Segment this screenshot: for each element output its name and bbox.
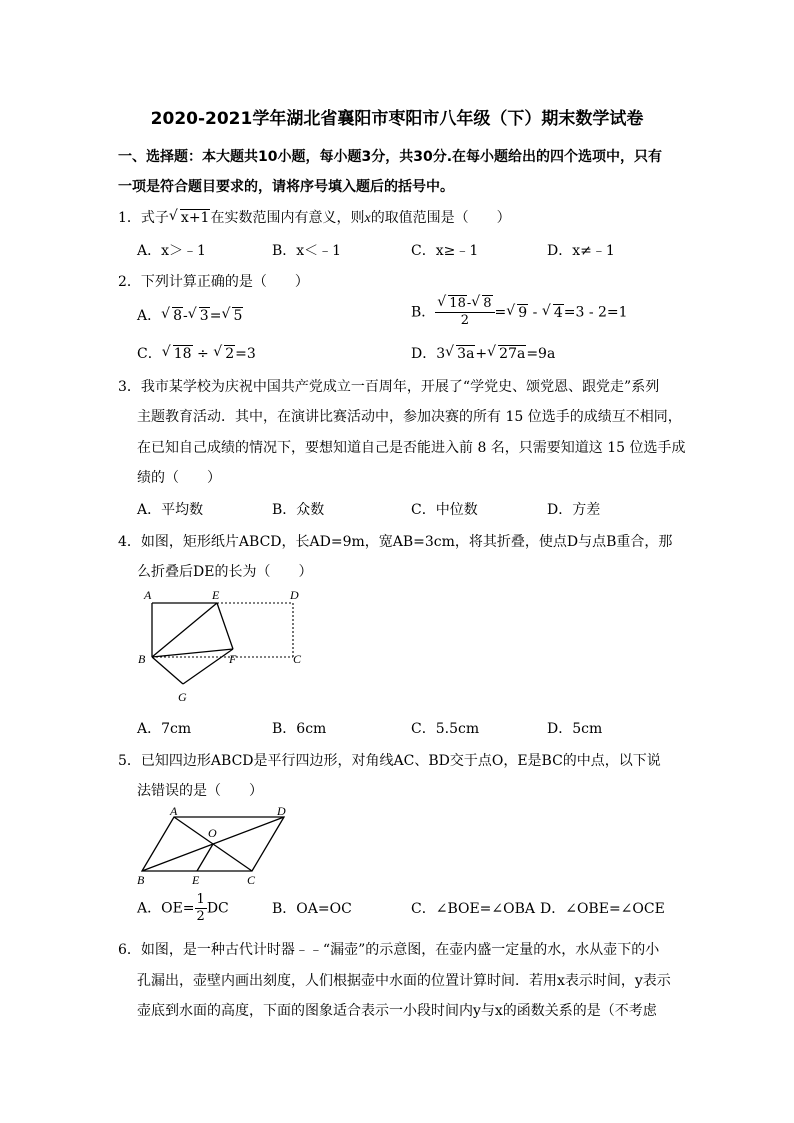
page-title: 2020-2021学年湖北省襄阳市枣阳市八年级（下）期末数学试卷 bbox=[150, 109, 644, 129]
q2-c-r2: 2 bbox=[225, 346, 235, 362]
q2-b-numerator bbox=[435, 296, 494, 313]
q2-a-rad2 bbox=[188, 308, 210, 324]
q2-b-rest2: =3 - 2=1 bbox=[563, 304, 628, 321]
section-heading-line1: 一、选择题：本大题共10小题，每小题3分，共30分.在每小题给出的四个选项中，只有 bbox=[118, 149, 663, 165]
q5-a-denominator: 2 bbox=[196, 909, 205, 924]
q4-option-c: C．5.5cm bbox=[411, 721, 480, 737]
q2-a-label: A． bbox=[137, 308, 162, 324]
q2-b-label: B． bbox=[411, 304, 436, 321]
q2-c-r1: 18 bbox=[173, 346, 192, 362]
q4-label-f: F bbox=[229, 652, 237, 666]
q2-d-r2: 27a bbox=[499, 346, 526, 362]
q5-label-o: O bbox=[208, 826, 217, 840]
q2-d-label: D． bbox=[411, 346, 437, 362]
q4-label-e: E bbox=[212, 588, 220, 602]
q2-a-r3: 5 bbox=[233, 308, 243, 324]
q4-label-b: B bbox=[138, 652, 146, 666]
q5-figure bbox=[132, 802, 302, 888]
q2-d-r1: 3a bbox=[457, 346, 475, 362]
q4-option-b: B．6cm bbox=[272, 721, 327, 737]
q5-a-numerator: 1 bbox=[196, 892, 205, 907]
q5-label-a: A bbox=[170, 804, 178, 818]
q1-pre: 式子 bbox=[140, 210, 169, 226]
q4-label-d: D bbox=[290, 588, 299, 602]
q2-option-b bbox=[411, 296, 628, 329]
q3-option-c: C．中位数 bbox=[411, 502, 478, 518]
q3-line-1: 3．我市某学校为庆祝中国共产党成立一百周年，开展了“学党史、颂党恩、跟党走”系列 bbox=[118, 379, 660, 395]
q5-option-a bbox=[137, 892, 229, 925]
q1-option-d: D．x≠﹣1 bbox=[547, 243, 615, 259]
q1-number: 1． bbox=[118, 210, 141, 226]
q2-c-rad1 bbox=[162, 346, 193, 362]
q2-b-r2: 4 bbox=[553, 304, 563, 321]
q2-b-rad4 bbox=[542, 305, 564, 321]
q2-c-rest: =3 bbox=[235, 346, 256, 362]
q2-b-rad3 bbox=[506, 305, 528, 321]
q3-option-a: A．平均数 bbox=[137, 502, 204, 518]
q3-line-3: 在已知自己成绩的情况下，要想知道自己是否能进入前 8 名，只需要知道这 15 位选手成 bbox=[137, 440, 686, 456]
q2-c-label: C． bbox=[137, 346, 162, 362]
q4-label-a: A bbox=[144, 588, 152, 602]
q2-a-r2: 3 bbox=[199, 308, 209, 324]
q2-b-num1: 18 bbox=[449, 296, 466, 311]
q5-a-pre: A．OE= bbox=[137, 900, 195, 917]
q2-c-div: ÷ bbox=[192, 346, 214, 362]
q4-line-1: 4．如图，矩形纸片ABCD，长AD=9m，宽AB=3cm，将其折叠，使点D与点B重合，那 bbox=[118, 534, 673, 550]
q2-number: 2． bbox=[118, 274, 141, 290]
q2-a-eq: = bbox=[209, 308, 222, 324]
q2-b-fraction bbox=[435, 296, 494, 329]
q2-b-num2: 8 bbox=[483, 296, 492, 311]
q1-radical bbox=[169, 210, 211, 226]
question-2 bbox=[118, 271, 309, 291]
q4-option-d: D．5cm bbox=[547, 721, 603, 737]
q2-b-denominator: 2 bbox=[460, 313, 470, 328]
q5-option-c: C．∠BOE=∠OBA bbox=[411, 901, 536, 917]
q2-text: 下列计算正确的是（ ） bbox=[140, 274, 309, 290]
q4-label-c: C bbox=[293, 652, 302, 666]
q2-b-num-minus: - bbox=[466, 296, 472, 311]
q2-d-coef: 3 bbox=[436, 346, 446, 362]
q3-line-4: 绩的（ ） bbox=[137, 470, 221, 486]
q5-label-d: D bbox=[277, 804, 286, 818]
q2-d-rad1 bbox=[445, 346, 475, 362]
q2-d-rad2 bbox=[487, 346, 526, 362]
q1-option-a: A．x＞﹣1 bbox=[137, 243, 206, 259]
q5-a-fraction bbox=[195, 892, 207, 925]
section-heading-line2: 一项是符合题目要求的，请将序号填入题后的括号中。 bbox=[118, 179, 454, 195]
q2-d-plus: + bbox=[475, 346, 488, 362]
q5-label-e: E bbox=[192, 873, 200, 887]
q2-b-rad2 bbox=[471, 296, 492, 312]
q1-option-c: C．x≥﹣1 bbox=[411, 243, 479, 259]
q1-post2: 的取值范围是（ ） bbox=[370, 210, 511, 226]
q4-line-2: 么折叠后DE的长为（ ） bbox=[137, 564, 313, 580]
q3-option-d: D．方差 bbox=[547, 502, 601, 518]
q2-a-rad3 bbox=[221, 308, 243, 324]
q3-option-b: B．众数 bbox=[272, 502, 325, 518]
q5-option-b: B．OA=OC bbox=[272, 901, 352, 917]
q2-option-c bbox=[137, 343, 256, 363]
q3-line-2: 主题教育活动．其中，在演讲比赛活动中，参加决赛的所有 15 位选手的成绩互不相同， bbox=[137, 409, 682, 425]
q5-a-post: DC bbox=[206, 900, 229, 917]
q4-option-a: A．7cm bbox=[137, 721, 192, 737]
q6-line-2: 孔漏出，壶壁内画出刻度，人们根据壶中水面的位置计算时间．若用x表示时间，y表示 bbox=[137, 973, 671, 989]
q1-radicand: x+1 bbox=[180, 210, 210, 226]
question-1 bbox=[118, 207, 511, 227]
q5-label-b: B bbox=[137, 873, 145, 887]
q6-line-1: 6．如图，是一种古代计时器﹣﹣“漏壶”的示意图，在壶内盛一定量的水，水从壶下的小 bbox=[118, 942, 660, 958]
q2-c-rad2 bbox=[213, 346, 235, 362]
q2-a-r1: 8 bbox=[173, 308, 183, 324]
q2-option-d bbox=[411, 343, 555, 363]
q1-var: x bbox=[364, 211, 371, 226]
q2-b-rad1 bbox=[437, 296, 467, 312]
q4-figure bbox=[130, 584, 320, 708]
q2-d-rest: =9a bbox=[526, 346, 556, 362]
q5-label-c: C bbox=[247, 873, 256, 887]
q2-a-minus: - bbox=[183, 308, 188, 324]
q2-a-rad1 bbox=[161, 308, 183, 324]
q5-option-d: D．∠OBE=∠OCE bbox=[540, 901, 665, 917]
q5-line-1: 5．已知四边形ABCD是平行四边形，对角线AC、BD交于点O，E是BC的中点，以下说 bbox=[118, 753, 661, 769]
q2-b-rest1: - bbox=[528, 304, 542, 321]
q1-post1: 在实数范围内有意义，则 bbox=[210, 210, 365, 226]
q1-option-b: B．x＜﹣1 bbox=[272, 243, 342, 259]
q2-b-eq: = bbox=[494, 304, 507, 321]
q4-label-g: G bbox=[178, 690, 187, 704]
q2-b-r1: 9 bbox=[518, 304, 528, 321]
q2-option-a bbox=[137, 305, 243, 325]
q6-line-3: 壶底到水面的高度，下面的图象适合表示一小段时间内y与x的函数关系的是（不考虑 bbox=[137, 1003, 657, 1019]
q5-line-2: 法错误的是（ ） bbox=[137, 783, 263, 799]
